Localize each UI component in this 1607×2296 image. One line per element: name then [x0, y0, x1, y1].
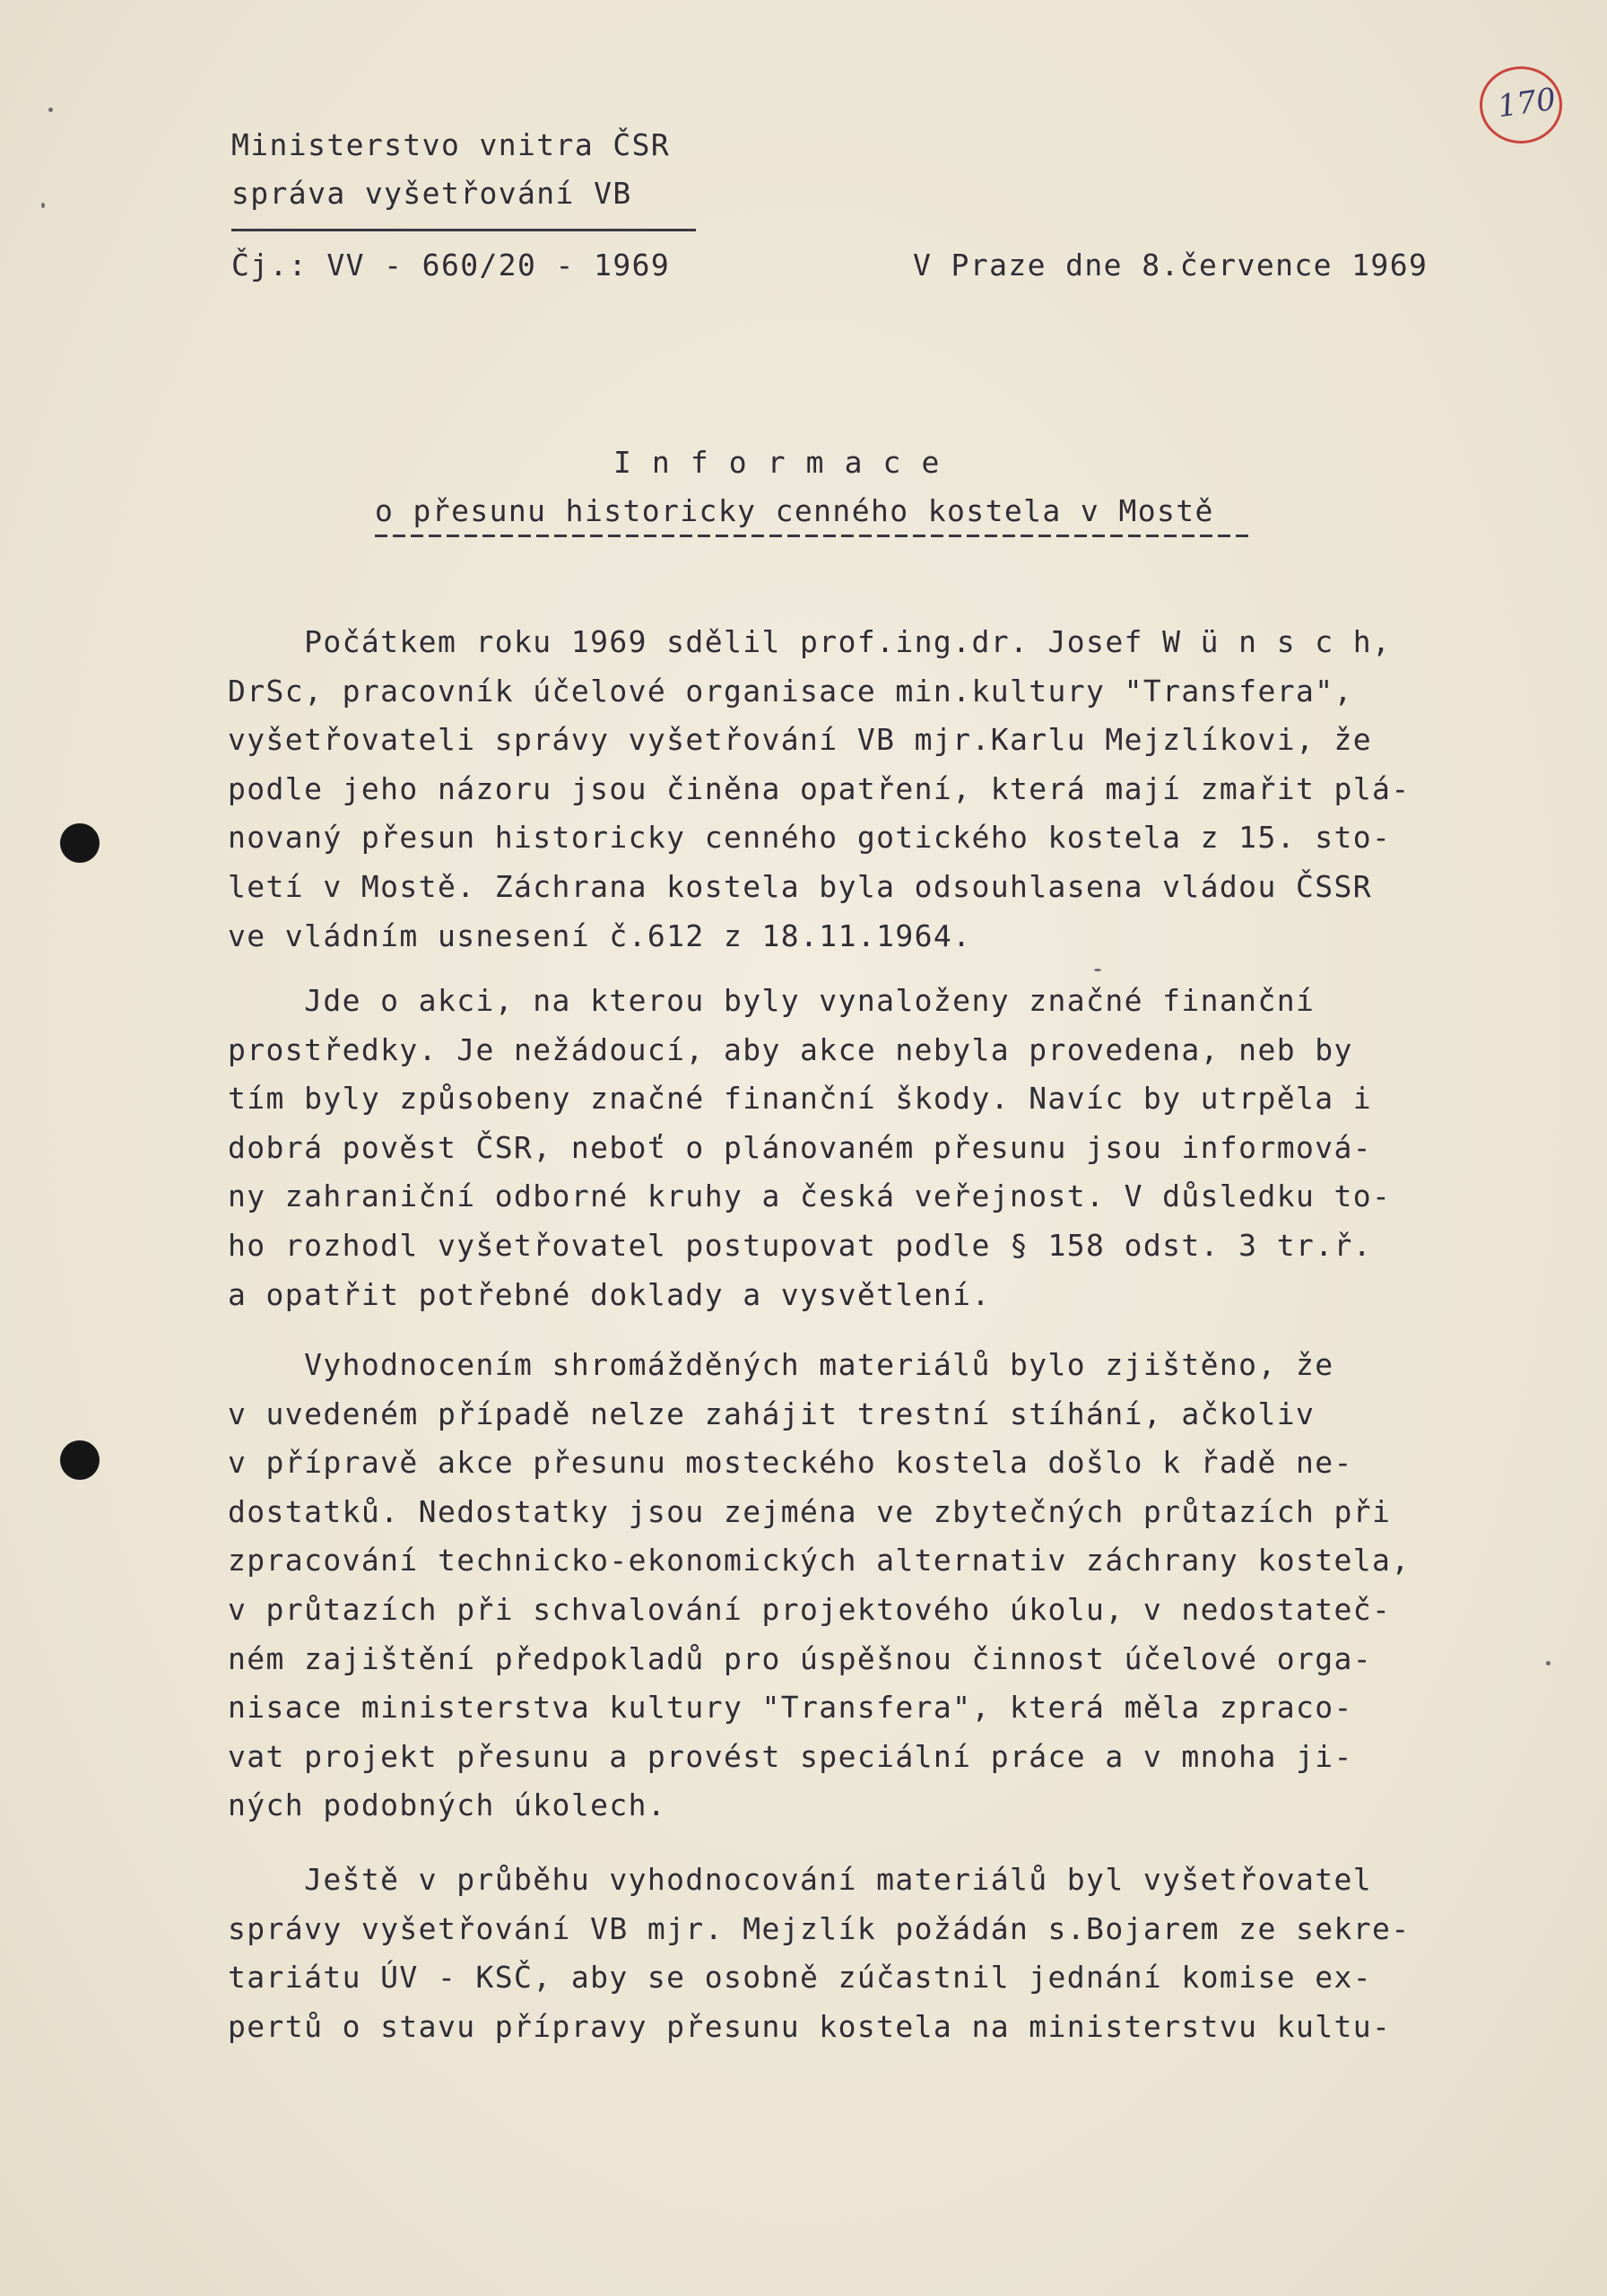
- page-number: 170: [1495, 81, 1559, 126]
- paper-speck: [41, 203, 45, 208]
- body-line: vyšetřovateli správy vyšetřování VB mjr.Karlu Mejzlíkovi, že: [228, 722, 1373, 757]
- body-line: podle jeho názoru jsou činěna opatření, která mají zmařit plá-: [228, 771, 1411, 806]
- body-line: Počátkem roku 1969 sdělil prof.ing.dr. Josef W ü n s c h,: [228, 624, 1392, 659]
- body-line: Ještě v průběhu vyhodnocování materiálů byl vyšetřovatel: [228, 1862, 1373, 1897]
- body-line: nisace ministerstva kultury "Transfera", která měla zpraco-: [228, 1690, 1353, 1725]
- place-date: V Praze dne 8.července 1969: [913, 248, 1429, 283]
- header-rule: [231, 229, 696, 231]
- body-line: v uvedeném případě nelze zahájit trestní stíhání, ačkoliv: [228, 1396, 1316, 1431]
- body-line: zpracování technicko-ekonomických alternativ záchrany kostela,: [228, 1543, 1411, 1578]
- paper-speck: [48, 108, 53, 112]
- punch-hole-upper: [60, 823, 100, 863]
- paper-speck: [1546, 1661, 1551, 1665]
- body-line: ho rozhodl vyšetřovatel postupovat podle § 158 odst. 3 tr.ř.: [228, 1228, 1373, 1263]
- body-line: v přípravě akce přesunu mosteckého kostela došlo k řadě ne-: [228, 1445, 1353, 1480]
- header-department: správa vyšetřování VB: [231, 176, 632, 211]
- body-line: novaný přesun historicky cenného gotického kostela z 15. sto-: [228, 820, 1392, 855]
- body-line: ných podobných úkolech.: [228, 1787, 667, 1822]
- body-line: tariátu ÚV - KSČ, aby se osobně zúčastnil jednání komise ex-: [228, 1960, 1373, 1995]
- body-line: ny zahraniční odborné kruhy a česká veřejnost. V důsledku to-: [228, 1178, 1392, 1213]
- paper-speck: [1094, 969, 1101, 971]
- body-line: DrSc, pracovník účelové organisace min.kultury "Transfera",: [228, 674, 1353, 709]
- body-line: pertů o stavu přípravy přesunu kostela na ministerstvu kultu-: [228, 2009, 1392, 2044]
- body-line: dostatků. Nedostatky jsou zejména ve zbytečných průtazích při: [228, 1494, 1392, 1529]
- body-line: vat projekt přesunu a provést speciální práce a v mnoha ji-: [228, 1739, 1353, 1774]
- body-line: Jde o akci, na kterou byly vynaloženy značné finanční: [228, 983, 1316, 1018]
- header-ministry: Ministerstvo vnitra ČSR: [231, 127, 671, 162]
- body-line: dobrá pověst ČSR, neboť o plánovaném přesunu jsou informová-: [228, 1130, 1373, 1165]
- title-main: I n f o r m a c e: [613, 445, 941, 480]
- title-underline: [375, 535, 1252, 537]
- body-line: ve vládním usnesení č.612 z 18.11.1964.: [228, 918, 972, 953]
- body-line: letí v Mostě. Záchrana kostela byla odsouhlasena vládou ČSSR: [228, 869, 1373, 904]
- punch-hole-lower: [60, 1440, 100, 1480]
- body-line: ném zajištění předpokladů pro úspěšnou činnost účelové orga-: [228, 1641, 1373, 1676]
- reference-number: Čj.: VV - 660/20 - 1969: [231, 248, 671, 283]
- body-line: tím byly způsobeny značné finanční škody. Navíc by utrpěla i: [228, 1081, 1373, 1116]
- body-line: a opatřit potřebné doklady a vysvětlení.: [228, 1277, 991, 1312]
- title-subtitle: o přesunu historicky cenného kostela v Mostě: [375, 493, 1214, 528]
- body-line: správy vyšetřování VB mjr. Mejzlík požádán s.Bojarem ze sekre-: [228, 1911, 1411, 1946]
- body-line: Vyhodnocením shromážděných materiálů bylo zjištěno, že: [228, 1347, 1334, 1382]
- body-line: v průtazích při schvalování projektového úkolu, v nedostateč-: [228, 1592, 1392, 1627]
- body-line: prostředky. Je nežádoucí, aby akce nebyla provedena, neb by: [228, 1032, 1353, 1067]
